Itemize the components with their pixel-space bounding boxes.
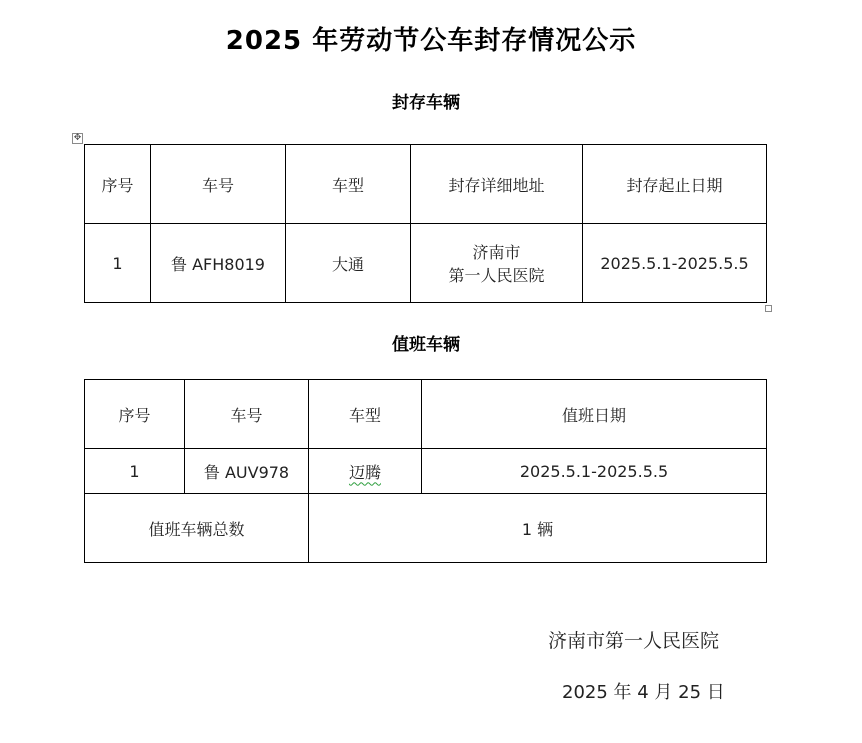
header-address: 封存详细地址 <box>411 145 583 224</box>
table-header-row <box>85 145 767 224</box>
table-row <box>85 449 767 494</box>
cell-model: 大通 <box>286 224 411 303</box>
total-value: 1 辆 <box>309 494 767 563</box>
header-model: 车型 <box>309 380 422 449</box>
header-plate: 车号 <box>151 145 286 224</box>
total-label: 值班车辆总数 <box>85 494 309 563</box>
header-period: 封存起止日期 <box>583 145 767 224</box>
cell-index: 1 <box>85 224 151 303</box>
cell-plate: 鲁 AUV978 <box>185 449 309 494</box>
header-plate: 车号 <box>185 380 309 449</box>
header-index: 序号 <box>85 380 185 449</box>
sealed-section-title: 封存车辆 <box>392 93 460 113</box>
table-row <box>85 224 767 303</box>
duty-section-title: 值班车辆 <box>392 335 460 355</box>
cell-date: 2025.5.1-2025.5.5 <box>422 449 767 494</box>
header-index: 序号 <box>85 145 151 224</box>
table-header-row <box>85 380 767 449</box>
total-row <box>85 494 767 563</box>
model-text: 迈腾 <box>348 462 381 482</box>
cell-address <box>411 224 583 303</box>
cell-index: 1 <box>85 449 185 494</box>
header-date: 值班日期 <box>422 380 767 449</box>
address-line-1: 济南市 <box>472 243 521 262</box>
cell-plate: 鲁 AFH8019 <box>151 224 286 303</box>
cell-model <box>309 449 422 494</box>
header-model: 车型 <box>286 145 411 224</box>
cell-period: 2025.5.1-2025.5.5 <box>583 224 767 303</box>
move-cross-icon[interactable]: ✥ <box>73 133 82 143</box>
sealed-vehicles-table <box>84 144 767 303</box>
signature-date: 2025 年 4 月 25 日 <box>562 682 725 703</box>
resize-square-icon[interactable] <box>765 305 772 312</box>
duty-vehicles-table <box>84 379 767 563</box>
address-line-2: 第一人民医院 <box>448 266 545 285</box>
signature-organization: 济南市第一人民医院 <box>548 630 720 652</box>
page-title: 2025 年劳动节公车封存情况公示 <box>225 26 637 56</box>
